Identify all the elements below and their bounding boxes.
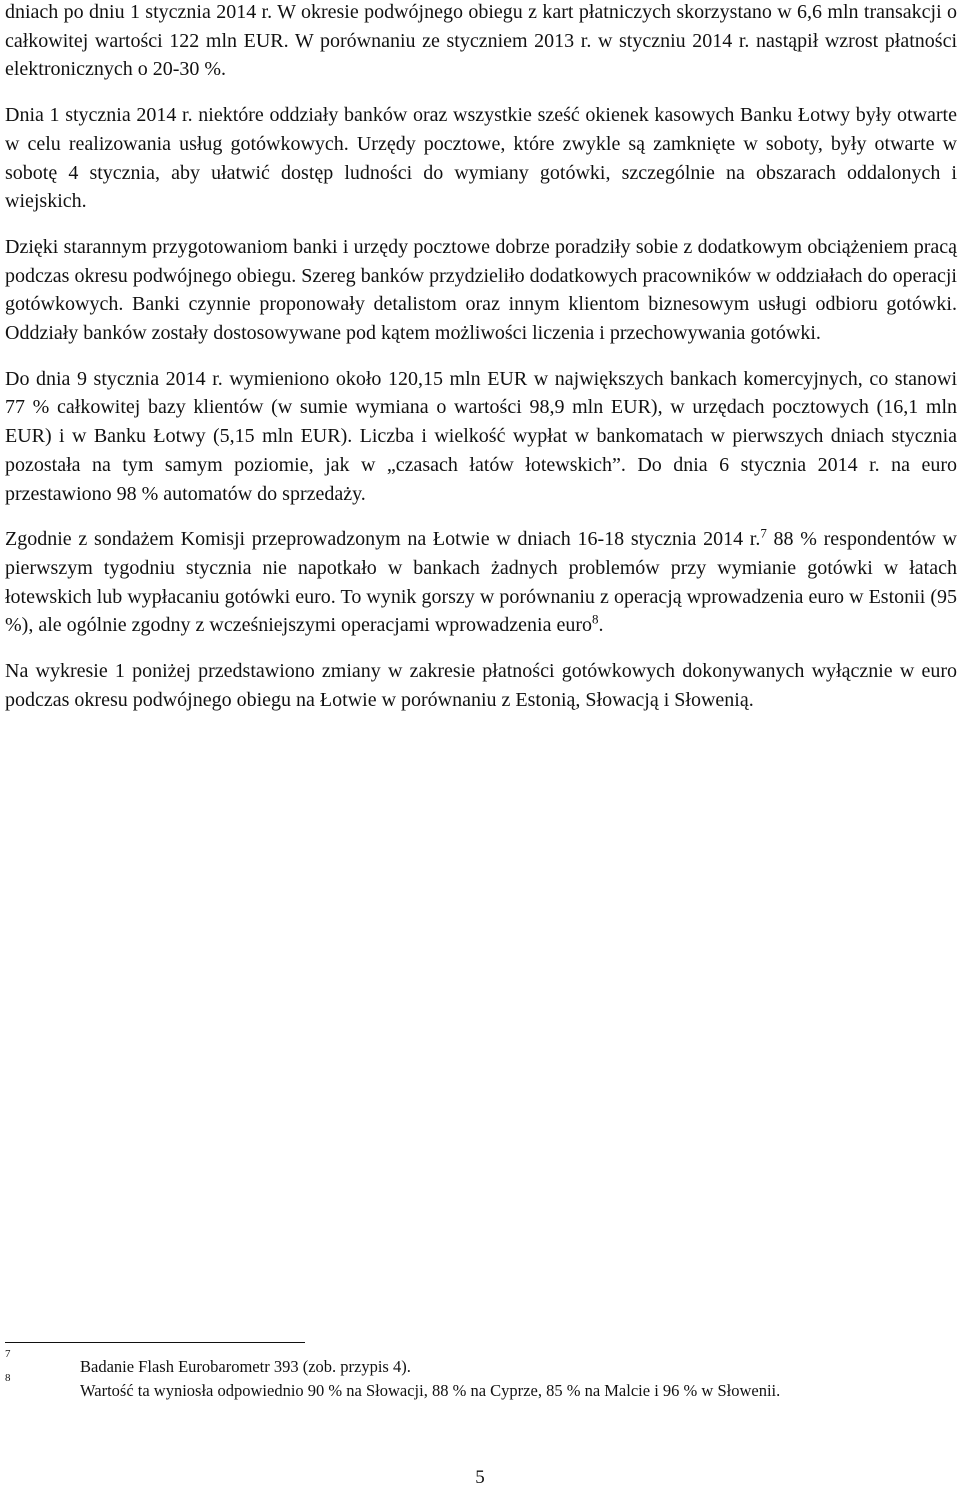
page-number: 5 — [475, 1467, 485, 1488]
document-page — [5, 0, 957, 731]
footnote-7 — [5, 1348, 957, 1379]
footnote-text: Badanie Flash Eurobarometr 393 (zob. przypis 4). — [80, 1357, 411, 1376]
footnotes — [5, 1348, 957, 1403]
footnote-ref-8[interactable]: 8 — [591, 611, 599, 627]
paragraph-5 — [5, 525, 957, 640]
paragraph-2: Dnia 1 stycznia 2014 r. niektóre oddziały banków oraz wszystkie sześć okienek kasowych Banku Łotwy były otwarte w celu realizowania usług gotówkowych. Urzędy pocztowe, które zwykle są zamknięte w soboty, były otwarte w sobotę 4 stycznia, aby ułatwić dostęp ludności do wymiany gotówki, szczególnie na obszarach oddalonych i wiejskich. — [5, 104, 957, 213]
paragraph-4: Do dnia 9 stycznia 2014 r. wymieniono około 120,15 mln EUR w największych bankach komercyjnych, co stanowi 77 % całkowitej bazy klientów (w sumie wymiana o wartości 98,9 mln EUR), w urzędach pocztowych (16,1 mln EUR) i w Banku Łotwy (5,15 mln EUR). Liczba i wielkość wypłat w bankomatach w pierwszych dniach stycznia pozostała na tym samym poziomie, jak w „czasach łatów łotewskich”. Do dnia 6 stycznia 2014 r. na euro przestawiono 98 % automatów do sprzedaży. — [5, 367, 957, 505]
paragraph-3: Dzięki starannym przygotowaniom banki i urzędy pocztowe dobrze poradziły sobie z dodatkowym obciążeniem pracą podczas okresu podwójnego obiegu. Szereg banków przydzieliło dodatkowych pracowników w oddziałach do operacji gotówkowych. Banki czynnie proponowały detalistom oraz innym klientom biznesowym usługi odbioru gotówki. Oddziały banków zostały dostosowywane pod kątem możliwości liczenia i przechowywania gotówki. — [5, 235, 957, 345]
footnote-8 — [5, 1372, 957, 1403]
paragraph-5-rest: 88 % respondentów w pierwszym tygodniu stycznia nie napotkało w bankach żadnych problemów przy wymianie gotówki w łatach łotewskich lub wypłacaniu gotówki euro. To wynik gorszy w porównaniu z operacją wprowadzenia euro w Estonii (95 %), ale ogólnie zgodny z wcześniejszymi operacjami wprowadzenia euro — [5, 528, 957, 637]
paragraph-5-end: . — [598, 614, 604, 637]
paragraph-1: dniach po dniu 1 stycznia 2014 r. W okresie podwójnego obiegu z kart płatniczych skorzystano w 6,6 mln transakcji o całkowitej wartości 122 mln EUR. W porównaniu ze styczniem 2013 r. w styczniu 2014 r. nastąpił wzrost płatności elektronicznych o 20-30 %. — [5, 1, 957, 81]
footnote-ref-7[interactable]: 7 — [760, 525, 767, 541]
footnote-number: 7 — [5, 1348, 11, 1360]
paragraph-5-text: Zgodnie z sondażem Komisji przeprowadzonym na Łotwie w dniach 16-18 stycznia 2014 r. — [5, 528, 761, 551]
footnote-divider — [5, 1342, 305, 1343]
footnote-text: Wartość ta wyniosła odpowiednio 90 % na Słowacji, 88 % na Cyprze, 85 % na Malcie i 96 % w Słowenii. — [80, 1381, 781, 1400]
footnote-number: 8 — [5, 1372, 11, 1384]
paragraph-6: Na wykresie 1 poniżej przedstawiono zmiany w zakresie płatności gotówkowych dokonywanych wyłącznie w euro podczas okresu podwójnego obiegu na Łotwie w porównaniu z Estonią, Słowacją i Słowenią. — [5, 660, 957, 711]
